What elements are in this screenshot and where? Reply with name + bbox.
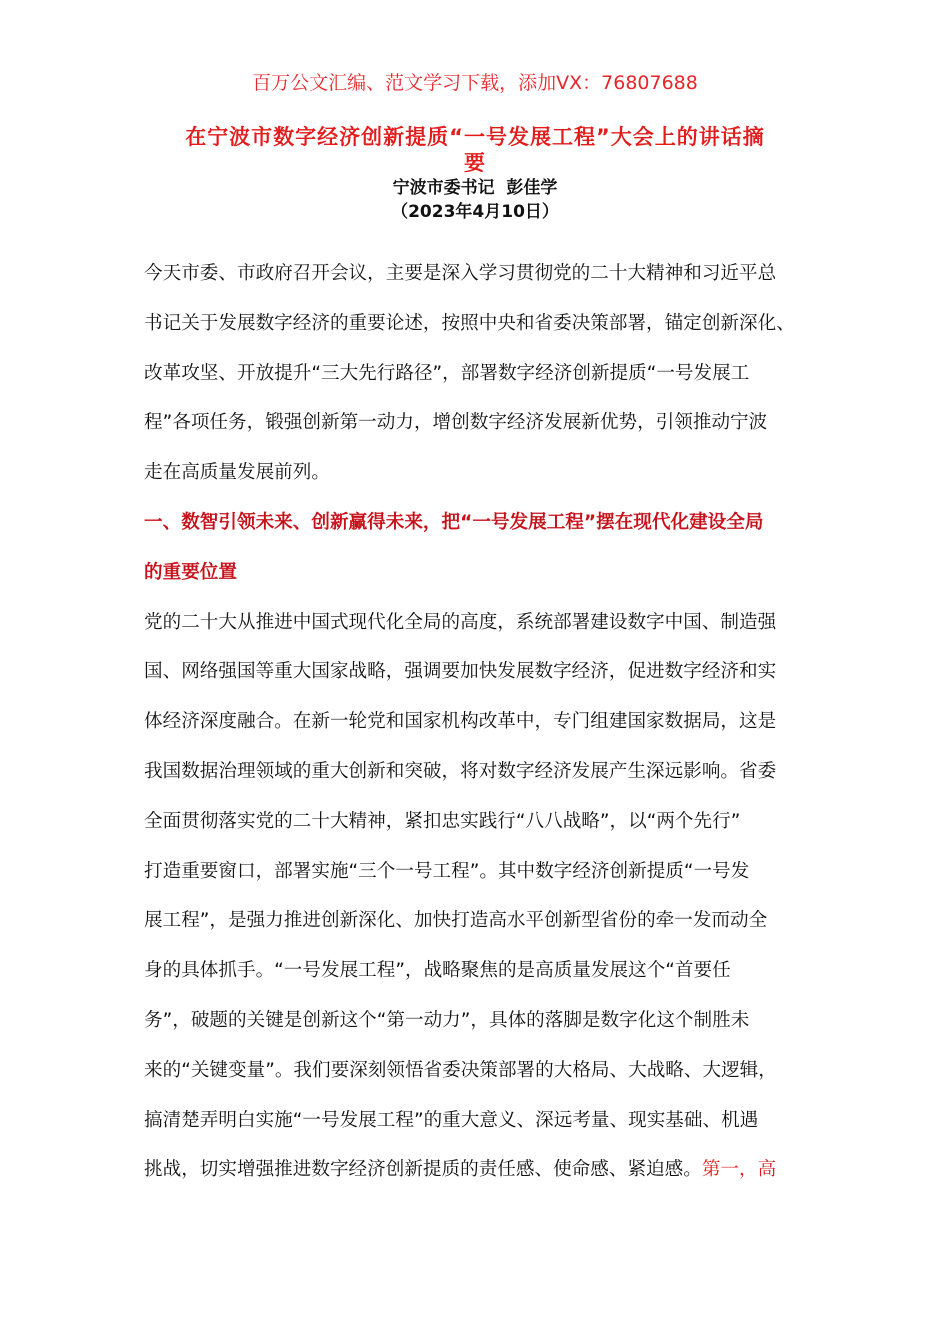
paragraph-line (144, 1150, 804, 1200)
date: （2023年4月10日） (391, 202, 559, 222)
paragraph-line: 程”各项任务，锻强创新第一动力，增创数字经济发展新优势，引领推动宁波 (144, 412, 768, 434)
paragraph-line: 全面贯彻落实党的二十大精神，紧扣忠实践行“八八战略”，以“两个先行” (144, 810, 741, 832)
paragraph-line: 务”，破题的关键是创新这个“第一动力”，具体的落脚是数字化这个制胜未 (144, 1009, 750, 1031)
paragraph-line: 改革攻坚、开放提升“三大先行路径”，部署数字经济创新提质“一号发展工 (144, 362, 750, 384)
document-body (144, 254, 804, 1200)
paragraph-line: 走在高质量发展前列。 (144, 462, 330, 484)
section-heading: 的重要位置 (144, 561, 237, 583)
line-text: 挑战，切实增强推进数字经济创新提质的责任感、使命感、紧迫感。 (144, 1159, 702, 1181)
paragraph-line: 体经济深度融合。在新一轮党和国家机构改革中，专门组建国家数据局，这是 (144, 711, 777, 733)
highlighted-text: 第一，高 (701, 1159, 777, 1181)
paragraph-line: 展工程”，是强力推进创新深化、加快打造高水平创新型省份的牵一发而动全 (144, 910, 768, 932)
title-line: 在宁波市数字经济创新提质“一号发展工程”大会上的讲话摘 (185, 125, 765, 149)
watermark-banner: 百万公文汇编、范文学习下载，添加VX：76807688 (252, 72, 698, 94)
paragraph-line: 今天市委、市政府召开会议，主要是深入学习贯彻党的二十大精神和习近平总 (144, 263, 777, 284)
paragraph-line: 打造重要窗口，部署实施“三个一号工程”。其中数字经济创新提质“一号发 (144, 860, 750, 882)
paragraph-line: 我国数据治理领域的重大创新和突破，将对数字经济发展产生深远影响。省委 (144, 760, 777, 782)
paragraph-line: 身的具体抓手。“一号发展工程”，战略聚焦的是高质量发展这个“首要任 (144, 960, 731, 982)
paragraph-line: 国、网络强国等重大国家战略，强调要加快发展数字经济，促进数字经济和实 (144, 661, 777, 683)
author: 宁波市委书记 彭佳学 (392, 178, 558, 198)
document-title (150, 124, 800, 176)
paragraph-line: 书记关于发展数字经济的重要论述，按照中央和省委决策部署，锚定创新深化、 (144, 312, 795, 334)
section-heading: 一、数智引领未来、创新赢得未来，把“一号发展工程”摆在现代化建设全局 (144, 511, 764, 533)
paragraph-line: 搞清楚弄明白实施“一号发展工程”的重大意义、深远考量、现实基础、机遇 (144, 1109, 759, 1131)
title-line: 要 (464, 151, 486, 175)
paragraph-line: 来的“关键变量”。我们要深刻领悟省委决策部署的大格局、大战略、大逻辑， (144, 1059, 777, 1081)
paragraph-line: 党的二十大从推进中国式现代化全局的高度，系统部署建设数字中国、制造强 (144, 611, 777, 633)
author-block (0, 176, 950, 224)
